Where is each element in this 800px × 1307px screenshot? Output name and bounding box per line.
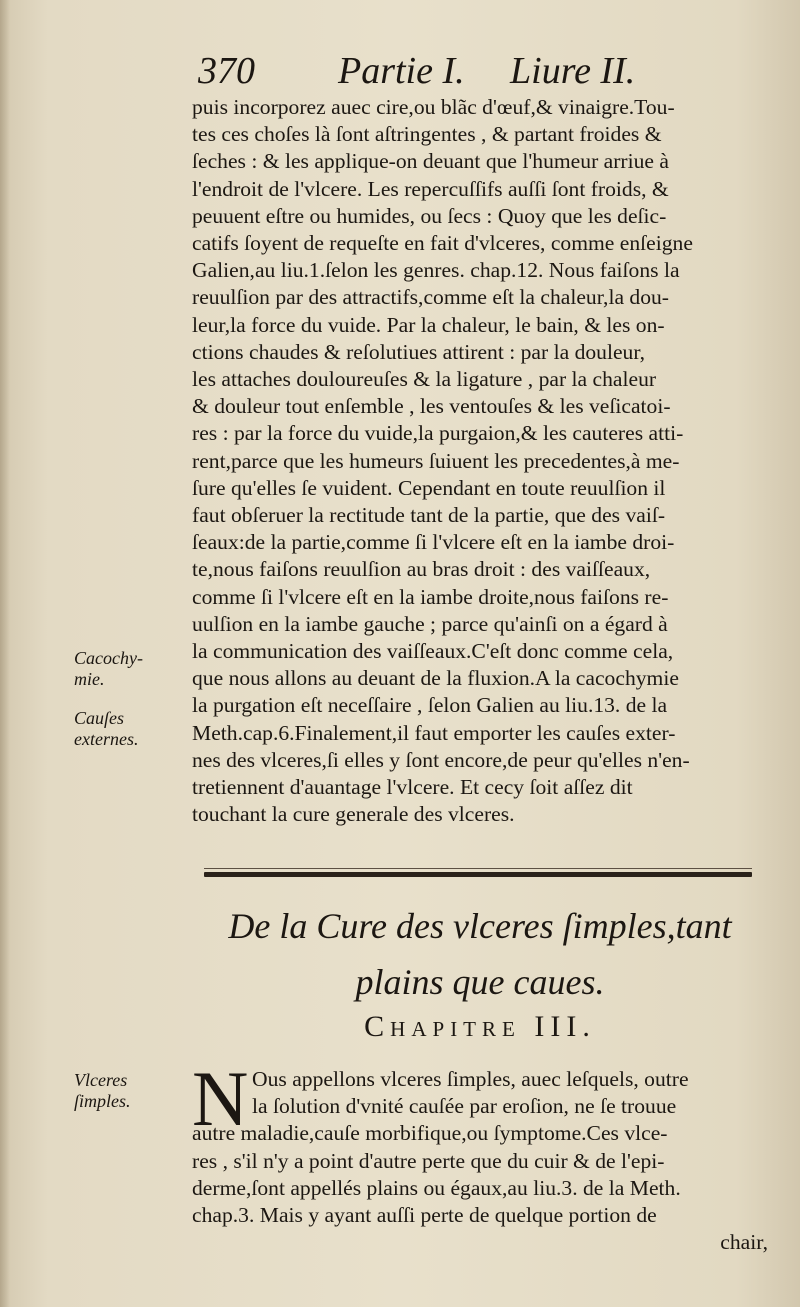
margin-note-line: ſimples.	[74, 1091, 131, 1111]
text-line: tes ces choſes là ſont aſtringentes , & partant froides &	[192, 122, 662, 147]
text-line: derme,ſont appellés plains ou égaux,au liu.3. de la Meth.	[192, 1175, 681, 1200]
text-line: la purgation eſt neceſſaire , ſelon Galien au liu.13. de la	[192, 693, 668, 718]
margin-note-cacochymie	[74, 648, 184, 690]
text-line: catifs ſoyent de requeſte en fait d'vlceres, comme enſeigne	[192, 231, 693, 256]
text-line: autre maladie,cauſe morbifique,ou ſymptome.Ces vlce-	[192, 1121, 668, 1146]
margin-note-causes	[74, 708, 184, 750]
text-line: ctions chaudes & reſolutiues attirent : par la douleur,	[192, 339, 646, 364]
text-line: touchant la cure generale des vlceres.	[192, 802, 515, 827]
text-line: Galien,au liu.1.ſelon les genres. chap.12. Nous faiſons la	[192, 258, 680, 283]
text-line: ſure qu'elles ſe vuident. Cependant en toute reuulſion il	[192, 475, 666, 500]
chapter-intro-text	[192, 1055, 768, 1256]
text-line: & douleur tout enſemble , les ventouſes & les veſicatoi-	[192, 394, 671, 419]
text-line: ſeaux:de la partie,comme ſi l'vlcere eſt en la iambe droi-	[192, 530, 675, 555]
text-line: rent,parce que les humeurs ſuiuent les precedentes,à me-	[192, 448, 680, 473]
section-title	[200, 898, 760, 1010]
text-line: te,nous faiſons reuulſion au bras droit : des vaiſſeaux,	[192, 557, 651, 582]
text-line: chap.3. Mais y ayant auſſi perte de quelque portion de	[192, 1203, 657, 1228]
catchword: chair,	[720, 1230, 768, 1255]
text-line: tretiennent d'auantage l'vlcere. Et cecy ſoit aſſez dit	[192, 775, 633, 800]
margin-note-ulceres	[74, 1070, 184, 1112]
margin-note-line: mie.	[74, 669, 105, 689]
text-line: leur,la force du vuide. Par la chaleur, le bain, & les on-	[192, 312, 665, 337]
text-line: ſeches : & les applique-on deuant que l'humeur arriue à	[192, 149, 669, 174]
section-title-line: plains que caues.	[355, 962, 605, 1002]
text-line: puis incorporez auec cire,ou blãc d'œuf,& vinaigre.Tou-	[192, 95, 675, 119]
text-line: uulſion en la iambe gauche ; parce qu'ainſi on a égard à	[192, 611, 668, 636]
text-line: reuulſion par des attractifs,comme eſt la chaleur,la dou-	[192, 285, 670, 310]
text-line: Ous appellons vlceres ſimples, auec leſquels, outre	[252, 1067, 689, 1091]
section-rule	[204, 872, 752, 877]
drop-cap: N	[192, 1055, 249, 1142]
text-line: l'endroit de l'vlcere. Les repercuſſifs auſſi ſont froids, &	[192, 176, 669, 201]
text-line: nes des vlceres,ſi elles y ſont encore,de peur qu'elles n'en-	[192, 747, 690, 772]
text-line: que nous allons au deuant de la fluxion.A la cacochymie	[192, 666, 679, 691]
text-line: peuuent eſtre ou humides, ou ſecs : Quoy que les deſic-	[192, 203, 667, 228]
margin-note-line: externes.	[74, 729, 139, 749]
margin-note-line: Vlceres	[74, 1070, 128, 1090]
text-line: les attaches douloureuſes & la ligature , par la chaleur	[192, 367, 657, 392]
running-head-part: Partie I.	[338, 50, 465, 92]
text-line: faut obſeruer la rectitude tant de la partie, que des vaiſ-	[192, 503, 666, 528]
text-line: comme ſi l'vlcere eſt en la iambe droite,nous faiſons re-	[192, 584, 669, 609]
margin-note-line: Cauſes	[74, 708, 125, 728]
running-head-book: Liure II.	[510, 50, 636, 92]
text-line: la communication des vaiſſeaux.C'eſt donc comme cela,	[192, 639, 674, 664]
text-line: Meth.cap.6.Finalement,il faut emporter les cauſes exter-	[192, 720, 676, 745]
section-title-line: De la Cure des vlceres ſimples,tant	[228, 906, 732, 946]
text-line: la ſolution d'vnité cauſée par eroſion, ne ſe trouue	[252, 1094, 677, 1119]
page-header	[198, 46, 740, 96]
section-rule-thin	[204, 868, 752, 869]
chapter-heading: Chapitre III.	[364, 1010, 596, 1043]
body-text	[192, 94, 768, 828]
text-line: res : par la force du vuide,la purgaion,& les cauteres atti-	[192, 421, 684, 446]
page-number: 370	[198, 50, 255, 92]
margin-note-line: Cacochy-	[74, 648, 143, 668]
text-line: res , s'il n'y a point d'autre perte que du cuir & de l'epi-	[192, 1148, 665, 1173]
